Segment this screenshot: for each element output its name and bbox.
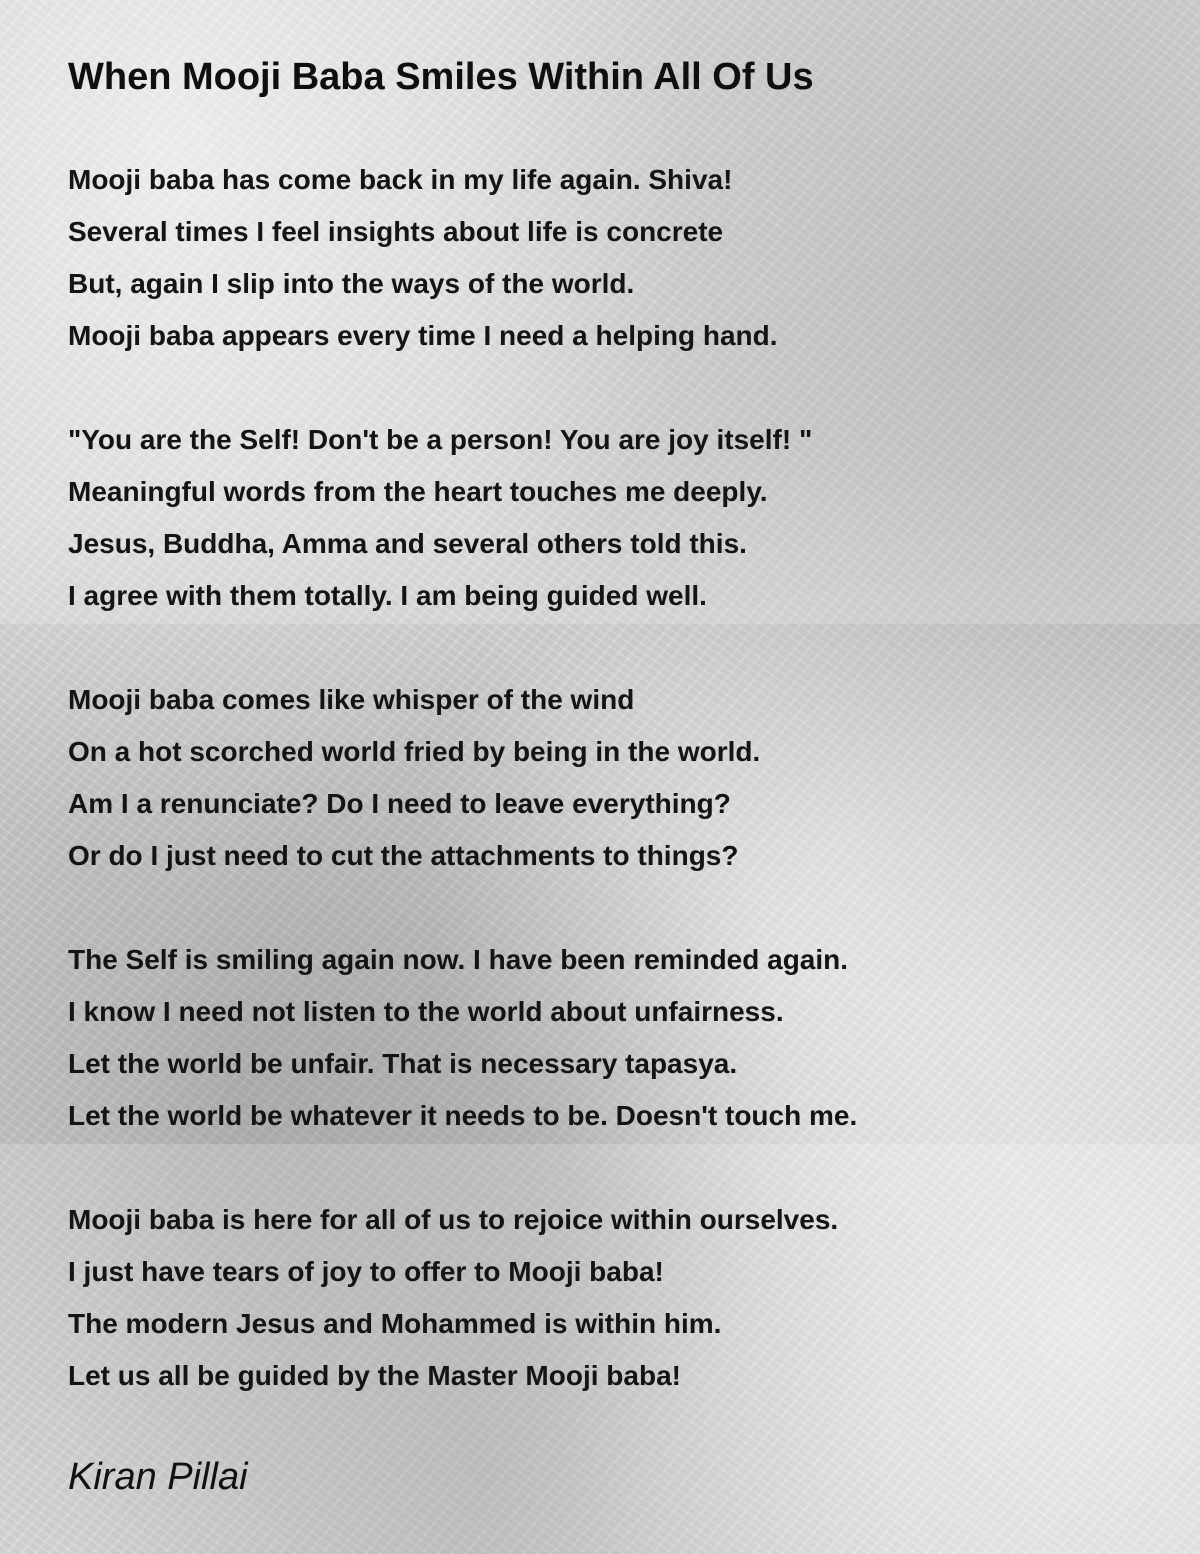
poem-line: Or do I just need to cut the attachments to things? bbox=[68, 840, 739, 871]
poem-line: Several times I feel insights about life is concrete bbox=[68, 216, 724, 247]
poem-line: The Self is smiling again now. I have been reminded again. bbox=[68, 944, 849, 975]
poem-line: I know I need not listen to the world about unfairness. bbox=[68, 996, 784, 1027]
stanza-2 bbox=[68, 414, 1148, 622]
poem-card bbox=[68, 52, 1148, 1402]
poem-line: Mooji baba appears every time I need a helping hand. bbox=[68, 320, 778, 351]
poem-line: Mooji baba is here for all of us to rejoice within ourselves. bbox=[68, 1204, 839, 1235]
poem-author: Kiran Pillai bbox=[68, 1456, 248, 1498]
poem-line: I just have tears of joy to offer to Mooji baba! bbox=[68, 1256, 664, 1287]
poem-line: Meaningful words from the heart touches me deeply. bbox=[68, 476, 768, 507]
poem-line: I agree with them totally. I am being guided well. bbox=[68, 580, 707, 611]
poem-line: The modern Jesus and Mohammed is within him. bbox=[68, 1308, 722, 1339]
poem-line: Let us all be guided by the Master Mooji baba! bbox=[68, 1360, 681, 1391]
poem-line: Am I a renunciate? Do I need to leave everything? bbox=[68, 788, 731, 819]
poem-line: But, again I slip into the ways of the world. bbox=[68, 268, 635, 299]
stanza-4 bbox=[68, 934, 1148, 1142]
poem-line: Let the world be unfair. That is necessary tapasya. bbox=[68, 1048, 738, 1079]
stanza-1 bbox=[68, 154, 1148, 362]
poem-line: Let the world be whatever it needs to be. Doesn't touch me. bbox=[68, 1100, 858, 1131]
stanza-5 bbox=[68, 1194, 1148, 1402]
poem-body bbox=[68, 154, 1148, 1402]
poem-line: On a hot scorched world fried by being in the world. bbox=[68, 736, 761, 767]
poem-line: Mooji baba comes like whisper of the wind bbox=[68, 684, 635, 715]
stanza-3 bbox=[68, 674, 1148, 882]
poem-line: "You are the Self! Don't be a person! You are joy itself! " bbox=[68, 424, 813, 455]
poem-line: Jesus, Buddha, Amma and several others told this. bbox=[68, 528, 747, 559]
poem-line: Mooji baba has come back in my life again. Shiva! bbox=[68, 164, 733, 195]
poem-title: When Mooji Baba Smiles Within All Of Us bbox=[68, 56, 814, 98]
